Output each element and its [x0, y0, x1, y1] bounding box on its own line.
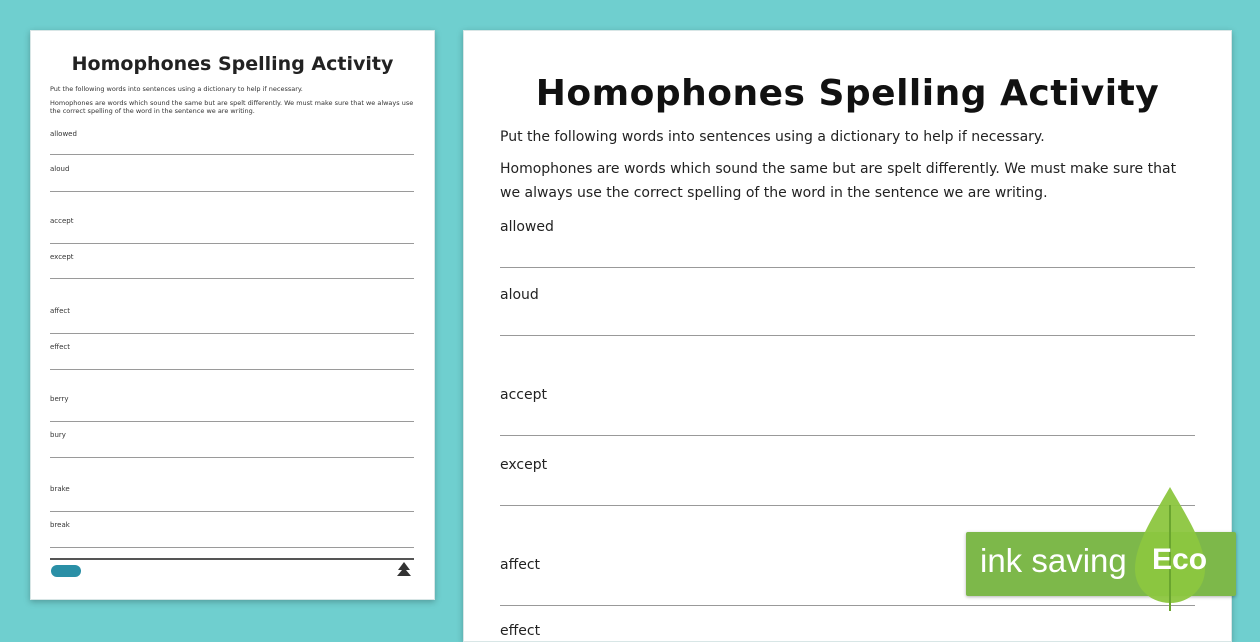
- eco-label: Eco: [1152, 543, 1208, 576]
- explanation-text: Homophones are words which sound the same but are spelt differently. We must make sure that we always use the correct spelling of the word in the sentence we are writing.: [50, 99, 414, 115]
- instruction-text: Put the following words into sentences using a dictionary to help if necessary.: [50, 85, 303, 93]
- word-label: affect: [500, 557, 541, 573]
- word-label: affect: [50, 307, 71, 315]
- word-label: break: [50, 521, 70, 529]
- ink-saving-label: ink saving: [980, 542, 1127, 579]
- answer-line: [50, 421, 414, 422]
- answer-line: [50, 511, 414, 512]
- answer-line: [50, 154, 414, 155]
- word-label: accept: [50, 217, 74, 225]
- word-label: bury: [50, 431, 66, 439]
- answer-line: [500, 267, 1195, 268]
- worksheet-thumbnail: [30, 30, 435, 600]
- explanation-text: Homophones are words which sound the same but are spelt differently. We must make sure that we always use the correct spelling of the word in the sentence we are writing.: [500, 161, 1177, 201]
- answer-line: [500, 335, 1195, 336]
- word-label: except: [50, 253, 74, 261]
- page-title: Homophones Spelling Activity: [535, 73, 1160, 114]
- word-label: accept: [500, 387, 547, 403]
- word-label: allowed: [500, 219, 554, 235]
- footer-divider: [50, 558, 414, 560]
- answer-line: [500, 605, 1195, 606]
- page-title: Homophones Spelling Activity: [71, 53, 394, 75]
- word-label: brake: [50, 485, 70, 493]
- word-label: effect: [500, 623, 541, 639]
- tree-logo-icon: [395, 561, 413, 579]
- ink-saving-eco-badge: [966, 485, 1241, 605]
- answer-line: [50, 191, 414, 192]
- word-label: aloud: [50, 165, 70, 173]
- brand-logo: [51, 565, 81, 577]
- answer-line: [50, 243, 414, 244]
- answer-line: [500, 435, 1195, 436]
- answer-line: [50, 333, 414, 334]
- word-label: except: [500, 457, 548, 473]
- answer-line: [50, 278, 414, 279]
- word-label: effect: [50, 343, 71, 351]
- answer-line: [50, 547, 414, 548]
- answer-line: [50, 457, 414, 458]
- word-label: aloud: [500, 287, 539, 303]
- instruction-text: Put the following words into sentences using a dictionary to help if necessary.: [500, 129, 1045, 145]
- answer-line: [50, 369, 414, 370]
- word-label: berry: [50, 395, 69, 403]
- word-label: allowed: [50, 130, 77, 138]
